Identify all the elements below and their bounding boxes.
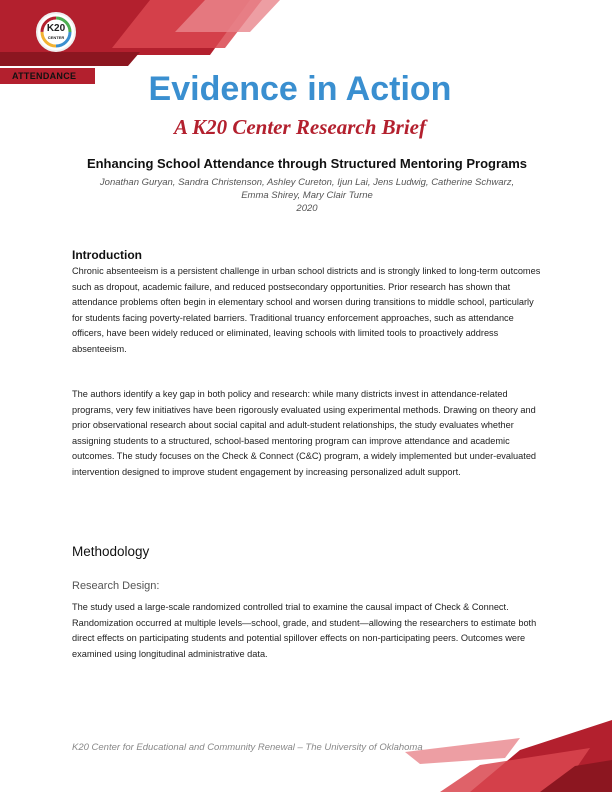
publication-year: 2020 [296, 203, 318, 214]
introduction-heading: Introduction [72, 248, 142, 262]
k20-logo [36, 12, 76, 52]
brief-title: Enhancing School Attendance through Structured Mentoring Programs [86, 156, 528, 171]
methodology-paragraph: The study used a large-scale randomized controlled trial to examine the causal impact of Check & Connect. Randomization occurred at multiple levels—school, grade, and student—allowing the researchers to estimate both direct effects on participating students and potential spillover effects on non-participating peers. Outcomes were examined using longitudinal administrative data. [72, 602, 537, 659]
page-subtitle: A K20 Center Research Brief [173, 115, 426, 139]
footer-decoration [0, 720, 612, 792]
logo-sub-text: CENTER [47, 35, 65, 40]
research-design-subheading: Research Design: [72, 580, 160, 592]
introduction-paragraph-2: The authors identify a key gap in both policy and research: while many districts invest in attendance-related programs, very few initiatives have been rigorously evaluated using experimental methods. Drawing on theory and prior observational research about social capital and adult-student relationships, the study evaluates whether assigning students to a structured, school-based mentoring program can improve attendance and academic outcomes. The study focuses on the Check & Connect (C&C) program, a widely implemented but under-evaluated intervention designed to improve student engagement by increasing personalized adult support. [72, 389, 537, 477]
page-title: Evidence in Action [148, 70, 452, 108]
logo-main-text: K20 [46, 23, 66, 34]
category-tag: ATTENDANCE [0, 68, 95, 84]
introduction-paragraph-1: Chronic absenteeism is a persistent challenge in urban school districts and is strongly linked to long-term outcomes such as dropout, academic failure, and reduced postsecondary opportunities. Prior research has shown that attendance problems often begin in elementary school and worsen during transitions to middle school, particularly for students facing poverty-related barriers. Traditional truancy enforcement approaches, such as attendance officers, have been widely reduced or eliminated, leaving schools with limited tools to proactively address absenteeism. [72, 266, 541, 354]
footer-text: K20 Center for Educational and Community Renewal – The University of Oklahoma [72, 742, 423, 753]
authors-line-2: Emma Shirey, Mary Clair Turne [241, 190, 373, 201]
header-decoration [0, 0, 612, 70]
authors-line-1: Jonathan Guryan, Sandra Christenson, Ashley Cureton, Ijun Lai, Jens Ludwig, Catherine Schwarz, [99, 177, 515, 188]
methodology-heading: Methodology [72, 544, 150, 559]
authors-block [72, 176, 542, 215]
